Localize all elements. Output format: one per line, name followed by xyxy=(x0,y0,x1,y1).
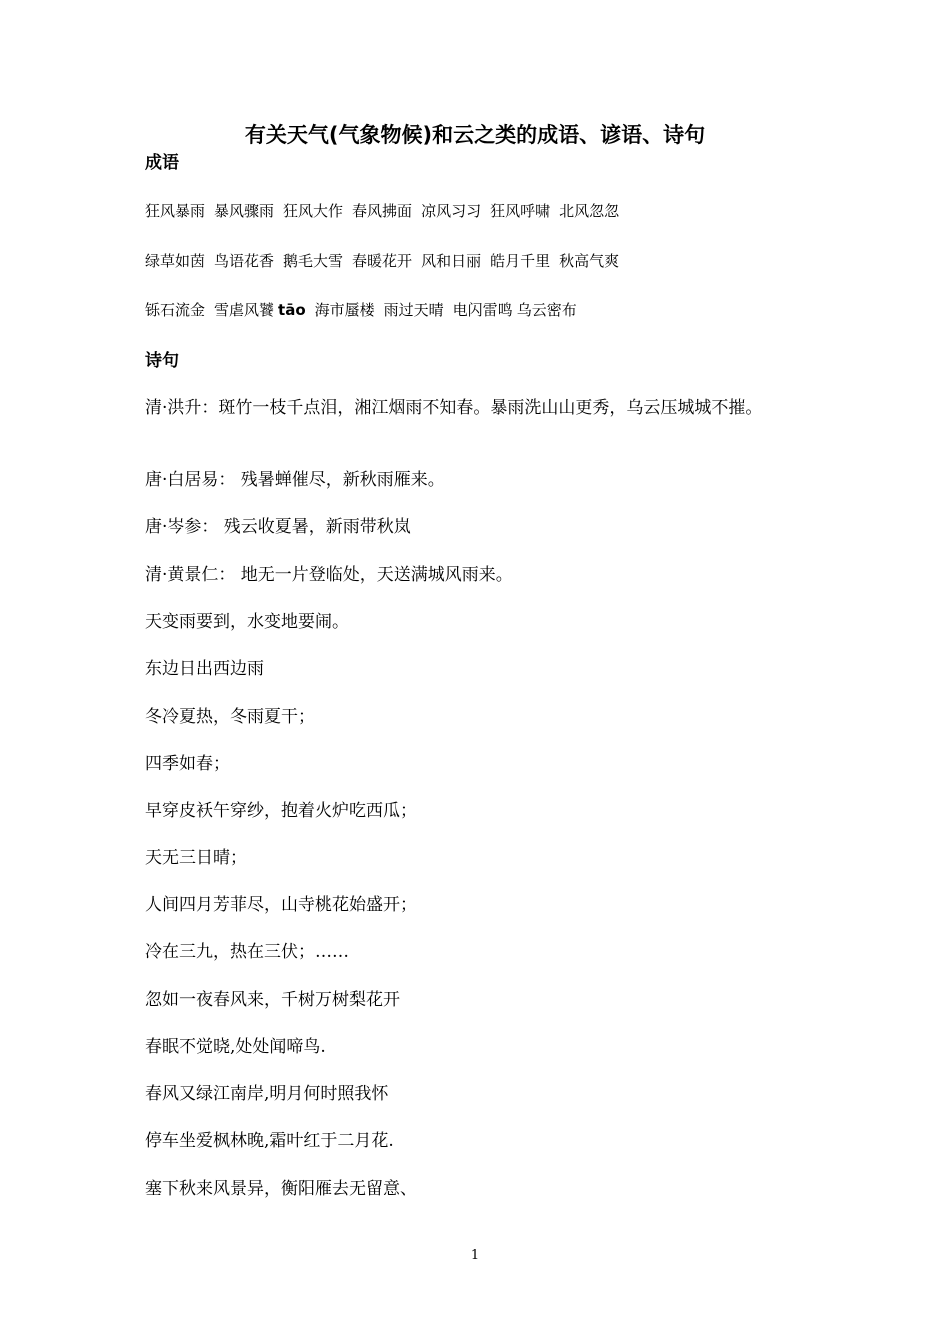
saying-line: 天无三日晴； xyxy=(145,848,247,868)
poem-line: 春眠不觉晓,处处闻啼鸟. xyxy=(145,1037,326,1057)
idiom: 电闪雷鸣 xyxy=(452,301,513,319)
idiom: 狂风大作 xyxy=(283,202,344,220)
poem-line: 唐·岑参： 残云收夏暑，新雨带秋岚 xyxy=(145,517,411,537)
poem-line: 忽如一夜春风来，千树万树梨花开 xyxy=(145,990,400,1010)
idiom: 绿草如茵 xyxy=(145,252,206,270)
idiom: 风和日丽 xyxy=(421,252,482,270)
section-heading-poems: 诗句 xyxy=(145,351,179,371)
idiom: 北风忽忽 xyxy=(559,202,620,220)
idiom: 狂风呼啸 xyxy=(490,202,551,220)
poem-line: 塞下秋来风景异，衡阳雁去无留意、 xyxy=(145,1179,417,1199)
poem-line: 清·洪升：斑竹一枝千点泪，湘江烟雨不知春。暴雨洗山山更秀，乌云压城城不摧。 xyxy=(145,398,763,418)
document-title: 有关天气(气象物候)和云之类的成语、谚语、诗句 xyxy=(244,123,706,147)
idiom: 春暖花开 xyxy=(352,252,413,270)
poem-line: 停车坐爱枫林晚,霜叶红于二月花. xyxy=(145,1131,394,1151)
idiom-row-3 xyxy=(145,299,586,321)
poem-line: 人间四月芳菲尽，山寺桃花始盛开； xyxy=(145,895,417,915)
idiom: 凉风习习 xyxy=(421,202,482,220)
poem-line: 春风又绿江南岸,明月何时照我怀 xyxy=(145,1084,389,1104)
saying-line: 天变雨要到，水变地要闹。 xyxy=(145,612,349,632)
poem-line: 清·黄景仁： 地无一片登临处，天送满城风雨来。 xyxy=(145,565,513,585)
saying-line: 冷在三九，热在三伏；…… xyxy=(145,942,349,962)
idiom: 鸟语花香 xyxy=(214,252,275,270)
page-number: 1 xyxy=(470,1248,480,1263)
saying-line: 四季如春； xyxy=(145,754,230,774)
poem-line: 唐·白居易： 残暑蝉催尽，新秋雨雁来。 xyxy=(145,470,445,490)
saying-line: 冬冷夏热，冬雨夏干； xyxy=(145,707,315,727)
idiom-row-2 xyxy=(145,250,628,272)
idiom: 乌云密布 xyxy=(516,301,577,319)
idiom: 春风拂面 xyxy=(352,202,413,220)
idiom: 雪虐风饕 xyxy=(214,301,275,319)
idiom: 皓月千里 xyxy=(490,252,551,270)
idiom-row-1 xyxy=(145,200,628,222)
idiom: 暴风骤雨 xyxy=(214,202,275,220)
idiom: 海市蜃楼 xyxy=(314,301,375,319)
idiom: 狂风暴雨 xyxy=(145,202,206,220)
saying-line: 东边日出西边雨 xyxy=(145,659,264,679)
idiom: 秋高气爽 xyxy=(559,252,620,270)
idiom: 铄石流金 xyxy=(145,301,206,319)
pinyin-annotation: tāo xyxy=(278,301,306,319)
saying-line: 早穿皮袄午穿纱，抱着火炉吃西瓜； xyxy=(145,801,417,821)
idiom: 雨过天晴 xyxy=(383,301,444,319)
idiom: 鹅毛大雪 xyxy=(283,252,344,270)
section-heading-idioms: 成语 xyxy=(145,153,179,173)
